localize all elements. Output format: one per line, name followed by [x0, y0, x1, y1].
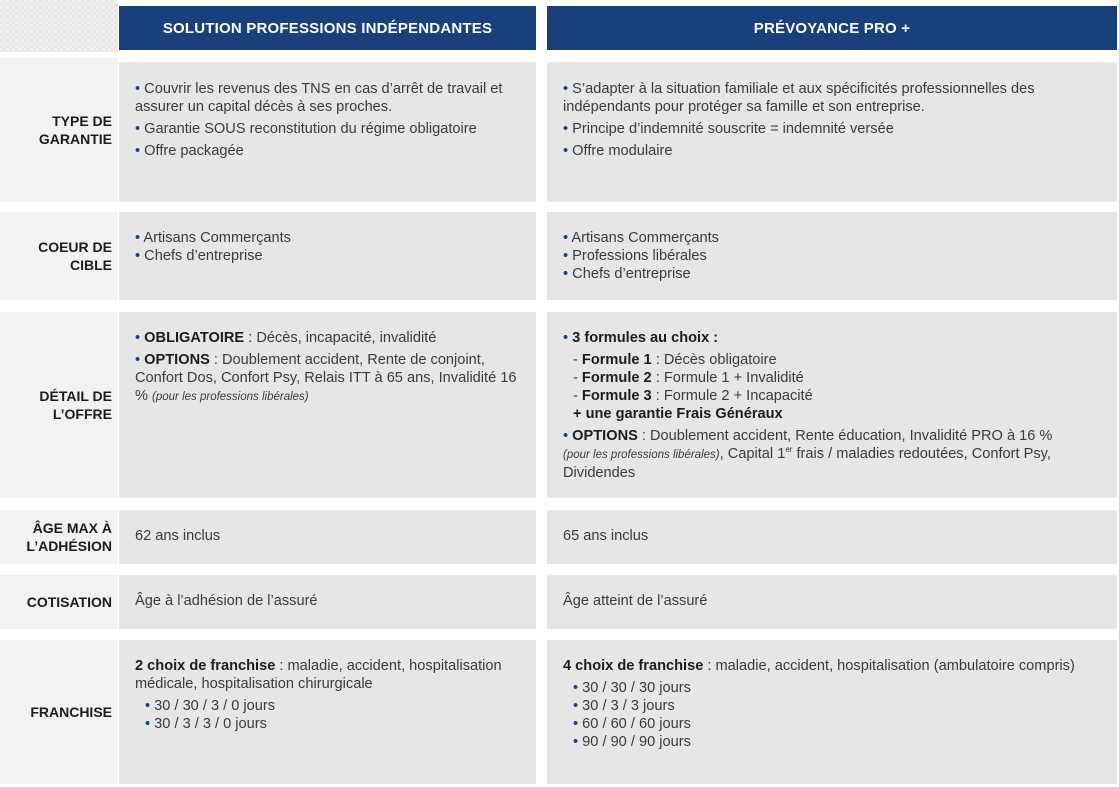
bullet-icon: •	[573, 716, 579, 732]
formule-1: - Formule 1 : Décès obligatoire	[573, 352, 777, 368]
list-item: • 30 / 3 / 3 jours	[573, 698, 675, 714]
list-item: • OPTIONS : Doublement accident, Rente éducation, Invalidité PRO à 16 % (pour les professions libérales), Capital 1er frais / maladies redoutées, Confort Psy, Dividendes	[563, 428, 1053, 481]
cell-type-garantie-col2	[547, 62, 1117, 202]
list-item: • 60 / 60 / 60 jours	[573, 716, 691, 732]
cell-age-max-col1: 62 ans inclus	[119, 510, 536, 564]
cell-detail-offre-col2	[547, 312, 1117, 498]
bullet-icon: •	[563, 330, 569, 346]
row-label-franchise: FRANCHISE	[30, 704, 112, 720]
formule-3: - Formule 3 : Formule 2 + Incapacité	[573, 388, 813, 404]
list-item: • OBLIGATOIRE : Décès, incapacité, invalidité	[135, 330, 437, 346]
cell-cotisation-col2: Âge atteint de l’assuré	[547, 575, 1117, 629]
bullet-icon: •	[145, 698, 151, 714]
cell-type-garantie-col1	[119, 62, 536, 202]
row-label-detail-offre: DÉTAIL DE L’OFFRE	[39, 388, 112, 422]
list-item: • Offre modulaire	[563, 143, 673, 159]
list-item: • 3 formules au choix :	[563, 330, 719, 346]
bullet-icon: •	[135, 81, 141, 97]
bullet-icon: •	[573, 734, 579, 750]
list-item: • Artisans Commerçants	[563, 230, 719, 246]
list-item: • 30 / 30 / 3 / 0 jours	[145, 698, 276, 714]
column-header-prevoyance-pro: PRÉVOYANCE PRO +	[547, 6, 1117, 50]
bullet-icon: •	[135, 330, 141, 346]
row-label-age-max: ÂGE MAX À L’ADHÉSION	[26, 520, 112, 554]
bullet-icon: •	[563, 143, 569, 159]
row-label-type-garantie: TYPE DE GARANTIE	[38, 113, 112, 147]
franchise-choice-text: 4 choix de franchise : maladie, accident, hospitalisation (ambulatoire compris)	[563, 658, 1075, 674]
bullet-icon: •	[135, 248, 141, 264]
list-item: • Chefs d’entreprise	[563, 266, 691, 282]
cell-franchise-col1	[119, 640, 536, 784]
cell-franchise-col2	[547, 640, 1117, 784]
cell-detail-offre-col1	[119, 312, 536, 498]
list-item: • S’adapter à la situation familiale et aux spécificités professionnelles des indépendants pour protéger sa famille et son entreprise.	[563, 81, 1035, 115]
list-item: • 30 / 30 / 30 jours	[573, 680, 691, 696]
list-item: • Professions libérales	[563, 248, 707, 264]
list-item: • Offre packagée	[135, 143, 244, 159]
list-item: • 30 / 3 / 3 / 0 jours	[145, 716, 267, 732]
bullet-icon: •	[573, 680, 579, 696]
bullet-icon: •	[145, 716, 151, 732]
corner-pattern	[0, 0, 118, 52]
list-item: • OPTIONS : Doublement accident, Rente de conjoint, Confort Dos, Confort Psy, Relais ITT à 65 ans, Invalidité 16 % (pour les professions libérales)	[135, 352, 517, 404]
row-label-coeur-cible: COEUR DE CIBLE	[38, 239, 112, 273]
list-item: • Artisans Commerçants	[135, 230, 291, 246]
list-item: • Chefs d’entreprise	[135, 248, 263, 264]
bullet-icon: •	[563, 248, 569, 264]
list-item: • 90 / 90 / 90 jours	[573, 734, 691, 750]
row-label-cotisation: COTISATION	[26, 594, 112, 610]
bullet-icon: •	[563, 428, 569, 444]
cell-cotisation-col1: Âge à l’adhésion de l’assuré	[119, 575, 536, 629]
cell-coeur-cible-col1	[119, 212, 536, 300]
bullet-icon: •	[563, 230, 569, 246]
bullet-icon: •	[135, 230, 141, 246]
column-header-solution-professions: SOLUTION PROFESSIONS INDÉPENDANTES	[119, 6, 536, 50]
franchise-choice-text: 2 choix de franchise : maladie, accident, hospitalisation médicale, hospitalisation chirurgicale	[135, 658, 502, 692]
bullet-icon: •	[135, 121, 141, 137]
frais-generaux: + une garantie Frais Généraux	[573, 406, 783, 422]
bullet-icon: •	[563, 266, 569, 282]
bullet-icon: •	[563, 121, 569, 137]
bullet-icon: •	[563, 81, 569, 97]
bullet-icon: •	[135, 352, 141, 368]
bullet-icon: •	[573, 698, 579, 714]
list-item: • Principe d’indemnité souscrite = indemnité versée	[563, 121, 894, 137]
bullet-icon: •	[135, 143, 141, 159]
list-item: • Garantie SOUS reconstitution du régime obligatoire	[135, 121, 477, 137]
formule-2: - Formule 2 : Formule 1 + Invalidité	[573, 370, 804, 386]
list-item: • Couvrir les revenus des TNS en cas d’arrêt de travail et assurer un capital décès à ses proches.	[135, 81, 503, 115]
cell-age-max-col2: 65 ans inclus	[547, 510, 1117, 564]
cell-coeur-cible-col2	[547, 212, 1117, 300]
